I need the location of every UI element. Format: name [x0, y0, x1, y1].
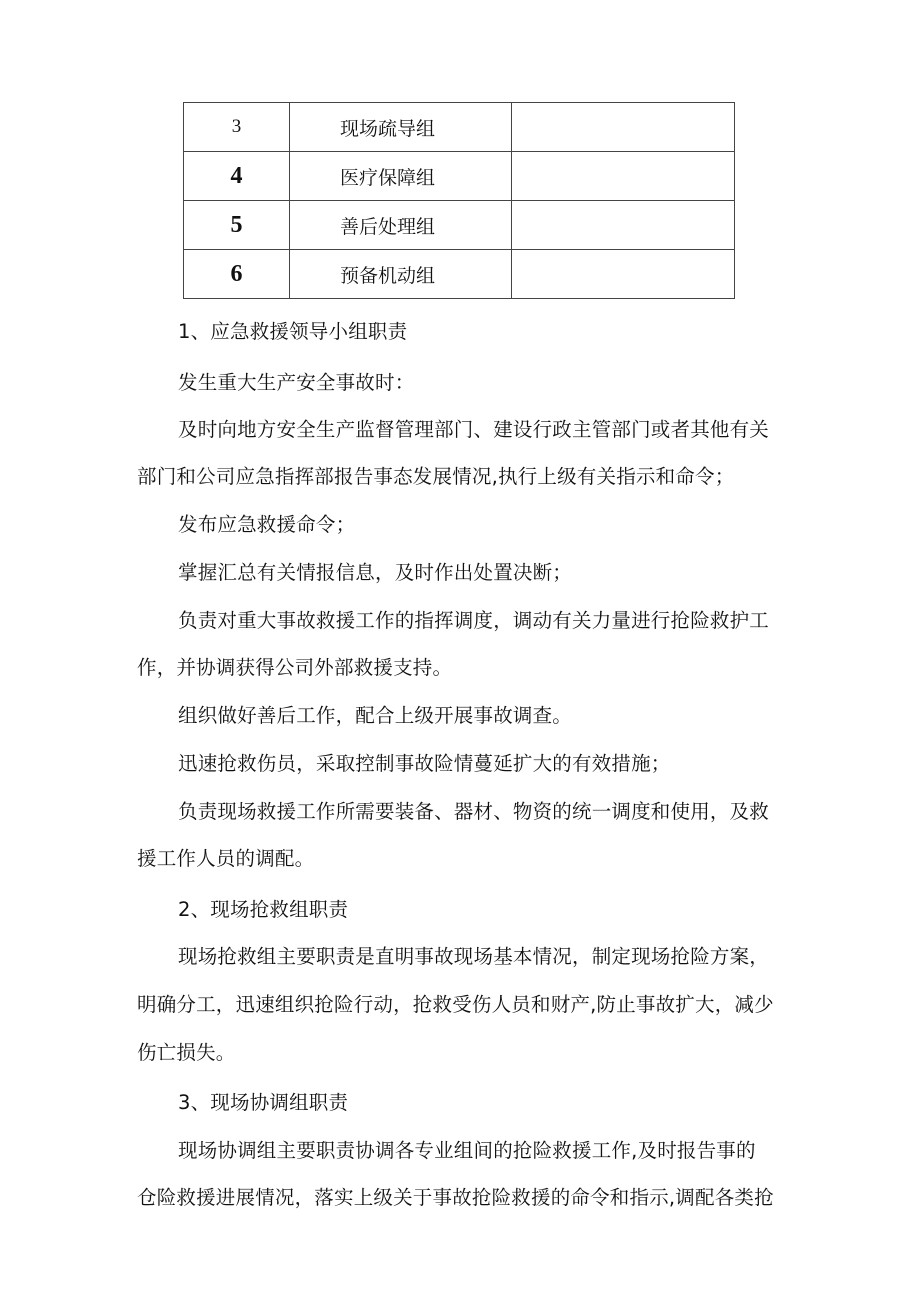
group-name: 现场疏导组 — [290, 103, 512, 152]
table-row — [184, 152, 735, 201]
paragraph-continuation: 部门和公司应急指挥部报告事态发展情况,执行上级有关指示和命令； — [137, 465, 735, 488]
paragraph-continuation: 伤亡损失。 — [137, 1041, 236, 1064]
paragraph-continuation: 明确分工，迅速组织抢险行动，抢救受伤人员和财产,防止事故扩大，减少 — [137, 993, 774, 1016]
table-row — [184, 201, 735, 250]
paragraph: 组织做好善后工作，配合上级开展事故调查。 — [178, 704, 573, 727]
row-number: 3 — [184, 103, 290, 152]
paragraph: 负责现场救援工作所需要装备、器材、物资的统一调度和使用，及救 — [178, 800, 770, 823]
group-value — [512, 103, 735, 152]
table-row — [184, 250, 735, 299]
group-value — [512, 201, 735, 250]
paragraph: 及时向地方安全生产监督管理部门、建设行政主管部门或者其他有关 — [178, 418, 770, 441]
paragraph-continuation: 仓险救援进展情况，落实上级关于事故抢险救援的命令和指示,调配各类抢 — [137, 1186, 774, 1209]
section-3-heading: 3、现场协调组职责 — [178, 1091, 349, 1114]
paragraph: 发生重大生产安全事故时： — [178, 371, 415, 394]
paragraph: 现场协调组主要职责协调各专业组间的抢险救援工作,及时报告事的 — [178, 1139, 756, 1162]
row-number: 5 — [184, 201, 290, 250]
row-number: 4 — [184, 152, 290, 201]
table-row — [184, 103, 735, 152]
group-table — [183, 102, 735, 299]
paragraph: 负责对重大事故救援工作的指挥调度，调动有关力量进行抢险救护工 — [178, 609, 770, 632]
row-number: 6 — [184, 250, 290, 299]
group-value — [512, 250, 735, 299]
group-name: 医疗保障组 — [290, 152, 512, 201]
paragraph-continuation: 援工作人员的调配。 — [137, 847, 315, 870]
paragraph: 现场抢救组主要职责是直明事故现场基本情况，制定现场抢险方案， — [178, 945, 770, 968]
group-name: 预备机动组 — [290, 250, 512, 299]
group-name: 善后处理组 — [290, 201, 512, 250]
paragraph: 掌握汇总有关情报信息，及时作出处置决断； — [178, 561, 573, 584]
section-2-heading: 2、现场抢救组职责 — [178, 898, 349, 921]
section-1-heading: 1、应急救援领导小组职责 — [178, 320, 408, 343]
paragraph: 发布应急救援命令； — [178, 513, 356, 536]
paragraph-continuation: 作，并协调获得公司外部救援支持。 — [137, 656, 453, 679]
paragraph: 迅速抢救伤员，采取控制事故险情蔓延扩大的有效措施； — [178, 752, 671, 775]
group-value — [512, 152, 735, 201]
